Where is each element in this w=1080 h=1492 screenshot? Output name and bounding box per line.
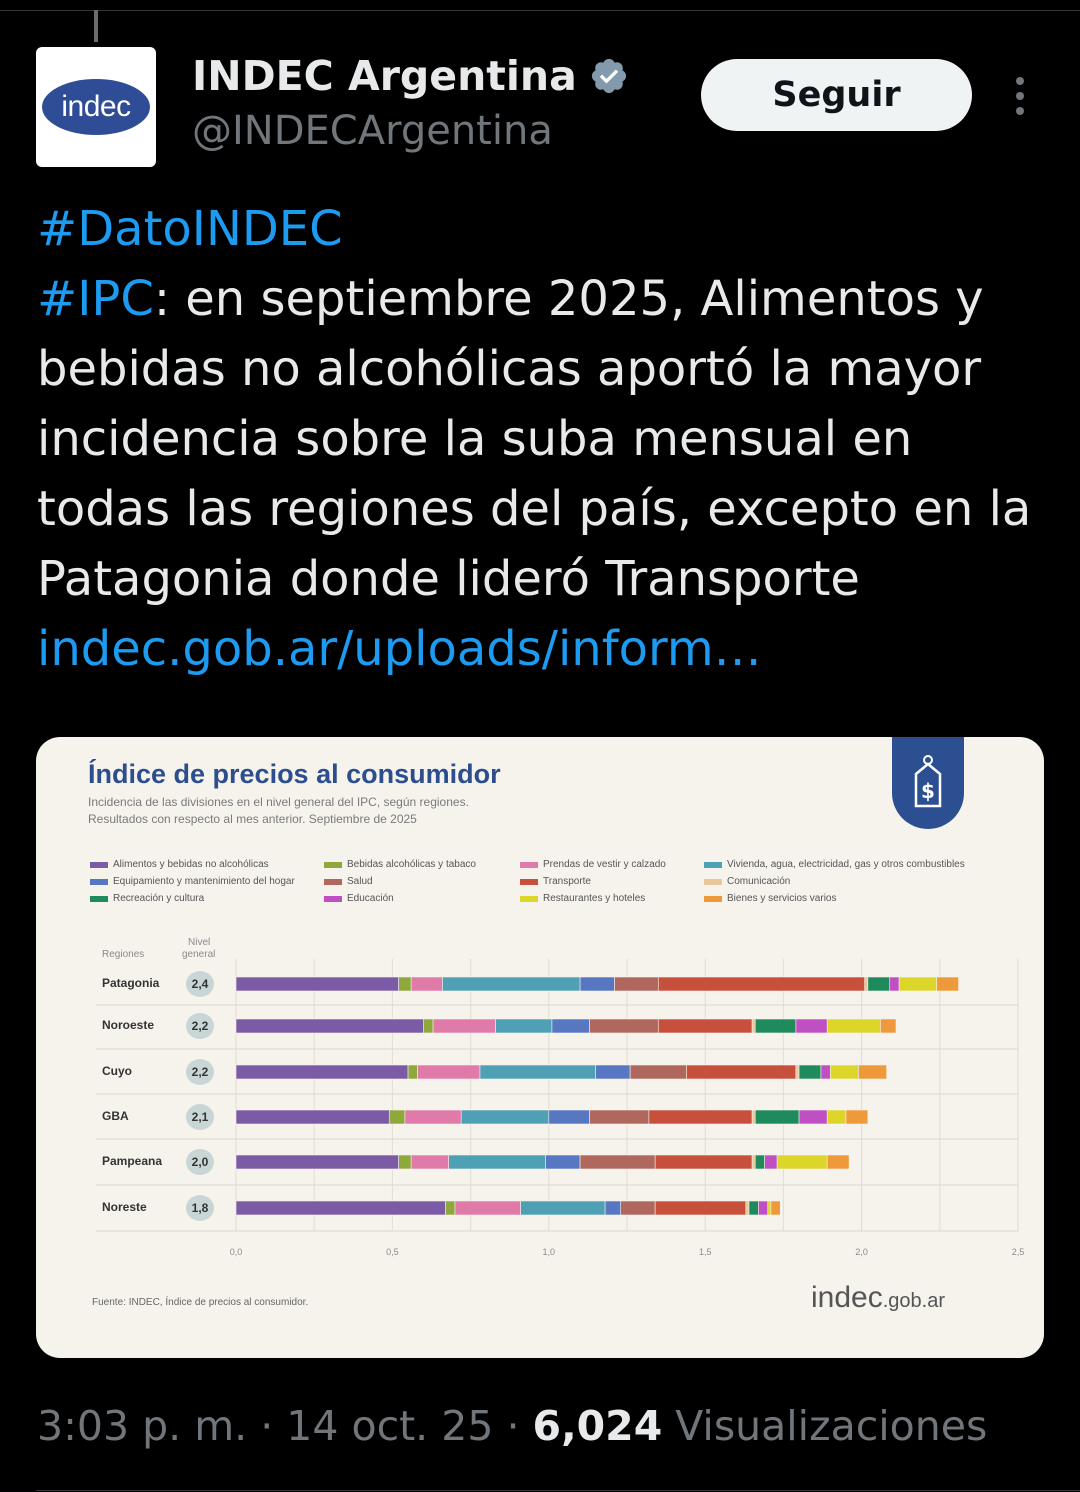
bar-segment [496,1019,552,1033]
legend-label: Bebidas alcohólicas y tabaco [347,859,476,870]
bar-segment [799,1065,821,1079]
bar-segment [399,977,412,991]
tweet-date[interactable]: 14 oct. 25 [286,1402,494,1450]
chart-subtitle-1: Incidencia de las divisiones en el nivel general del IPC, según regiones. [88,795,469,809]
bar-segment [768,1201,771,1215]
view-count: 6,024 [532,1402,663,1450]
bar-segment [236,977,399,991]
bar-segment [614,977,658,991]
bar-segment [236,1201,446,1215]
legend-label: Bienes y servicios varios [727,893,837,904]
bar-segment [236,1155,399,1169]
bar-segment [442,977,580,991]
bar-segment [827,1155,849,1169]
bar-segment [446,1201,455,1215]
bar-segment [777,1155,827,1169]
bar-segment [596,1065,630,1079]
bar-segment [621,1201,655,1215]
verified-badge-icon [589,56,629,96]
thread-line [94,10,98,42]
x-tick-label: 0,0 [229,1247,243,1257]
legend-label: Restaurantes y hoteles [543,893,646,904]
bar-segment [799,1110,827,1124]
legend-label: Alimentos y bebidas no alcohólicas [113,859,269,870]
indec-logo [811,1281,945,1315]
bar-segment [411,977,442,991]
bar-segment [605,1201,621,1215]
bar-segment [589,1110,648,1124]
logo-main: indec [811,1281,883,1314]
bar-segment [417,1065,480,1079]
bar-segment [399,1155,412,1169]
bar-segment [755,1155,764,1169]
bar-segment [846,1110,868,1124]
bar-segment [827,1019,880,1033]
display-name[interactable] [192,52,629,100]
bar-segment [765,1155,778,1169]
bar-segment [752,1155,755,1169]
bar-segment [552,1019,590,1033]
bar-segment [461,1110,549,1124]
bar-segment [880,1019,896,1033]
bar-segment [411,1155,449,1169]
x-tick-label: 1,5 [698,1247,712,1257]
bar-segment [546,1155,580,1169]
bar-segment [830,1065,858,1079]
bar-segment [746,1201,749,1215]
legend-label: Equipamiento y mantenimiento del hogar [113,876,295,887]
bar-segment [449,1155,546,1169]
bar-segment [755,1019,796,1033]
tweet-link[interactable]: indec.gob.ar/uploads/inform… [37,621,762,677]
tweet-time[interactable]: 3:03 p. m. [37,1402,248,1450]
legend-label: Comunicación [727,876,791,887]
bar-segment [796,1065,799,1079]
bar-segment [649,1110,752,1124]
bar-segment [589,1019,658,1033]
logo-suffix: .gob.ar [882,1290,945,1312]
x-tick-label: 2,5 [1011,1247,1025,1257]
bar-segment [433,1019,496,1033]
region-label: Patagonia [102,976,160,990]
bar-segment [899,977,937,991]
bar-segment [771,1201,780,1215]
hashtag-datoindec[interactable]: #DatoINDEC [37,201,343,257]
display-name-text: INDEC Argentina [192,52,577,100]
region-total-badge: 2,0 [186,1149,214,1175]
bar-segment [580,977,614,991]
region-label: Noreste [102,1200,147,1214]
bar-segment [868,977,890,991]
region-label: Noroeste [102,1018,155,1032]
x-tick-label: 1,0 [542,1247,556,1257]
bar-segment [865,977,868,991]
chart-subtitle-2: Resultados con respecto al mes anterior. Septiembre de 2025 [88,812,417,826]
bar-segment [480,1065,596,1079]
bar-segment [455,1201,521,1215]
tweet-body: : en septiembre 2025, Alimentos y bebidas no alcohólicas aportó la mayor incidencia sobre la suba mensual en todas las regiones del país, excepto en la Patagonia donde lideró Transporte [37,271,1032,607]
legend-label: Prendas de vestir y calzado [543,859,666,870]
bar-segment [521,1201,605,1215]
chart-plot [36,737,1044,1277]
bar-segment [236,1019,424,1033]
bottom-divider [36,1490,1080,1491]
view-label: Visualizaciones [675,1402,988,1450]
col-head-general-1: Nivel [188,937,211,948]
bar-segment [655,1201,746,1215]
region-total-badge: 2,2 [186,1013,214,1039]
bar-segment [580,1155,655,1169]
legend-label: Transporte [543,876,591,887]
hashtag-ipc[interactable]: #IPC [37,271,154,327]
tweet-text [37,194,1047,684]
bar-segment [755,1110,799,1124]
x-tick-label: 2,0 [855,1247,868,1257]
bar-segment [408,1065,417,1079]
bar-segment [658,1019,752,1033]
follow-button[interactable]: Seguir [701,59,972,131]
bar-segment [937,977,959,991]
col-head-regions: Regiones [102,949,145,960]
bar-segment [405,1110,461,1124]
bar-segment [890,977,899,991]
legend-label: Recreación y cultura [113,893,205,904]
region-label: GBA [102,1109,129,1123]
bar-segment [796,1019,827,1033]
region-total-badge: 2,2 [186,1059,214,1085]
chart-title: Índice de precios al consumidor [88,759,501,789]
media-card[interactable] [36,737,1044,1358]
bar-segment [389,1110,405,1124]
bar-segment [236,1065,408,1079]
bar-segment [424,1019,433,1033]
top-divider [0,10,1080,11]
bar-segment [630,1065,686,1079]
region-total-badge: 2,1 [186,1104,214,1130]
legend-label: Vivienda, agua, electricidad, gas y otros combustibles [727,859,965,870]
chart-source: Fuente: INDEC, Índice de precios al consumidor. [92,1297,309,1308]
bar-segment [758,1201,767,1215]
svg-text:$: $ [921,779,935,803]
tweet-meta: 3:03 p. m. · 14 oct. 25 · 6,024 Visualizaciones [37,1402,988,1450]
avatar-logo: indec [42,79,150,135]
legend-label: Educación [347,893,394,904]
bar-segment [752,1110,755,1124]
bar-segment [549,1110,590,1124]
region-label: Pampeana [102,1154,163,1168]
bar-segment [658,977,864,991]
bar-segment [655,1155,752,1169]
bar-segment [752,1019,755,1033]
avatar[interactable] [36,47,156,167]
bar-segment [821,1065,830,1079]
x-tick-label: 0,5 [386,1247,399,1257]
bar-segment [858,1065,886,1079]
more-options-icon[interactable] [1006,72,1034,120]
bar-segment [749,1201,758,1215]
handle[interactable]: @INDECArgentina [192,108,553,154]
col-head-general-2: general [182,949,216,960]
region-total-badge: 2,4 [186,971,214,997]
bar-segment [686,1065,795,1079]
bar-segment [236,1110,389,1124]
legend-label: Salud [347,876,373,887]
region-total-badge: 1,8 [186,1195,214,1221]
region-label: Cuyo [102,1064,132,1078]
bar-segment [827,1110,846,1124]
